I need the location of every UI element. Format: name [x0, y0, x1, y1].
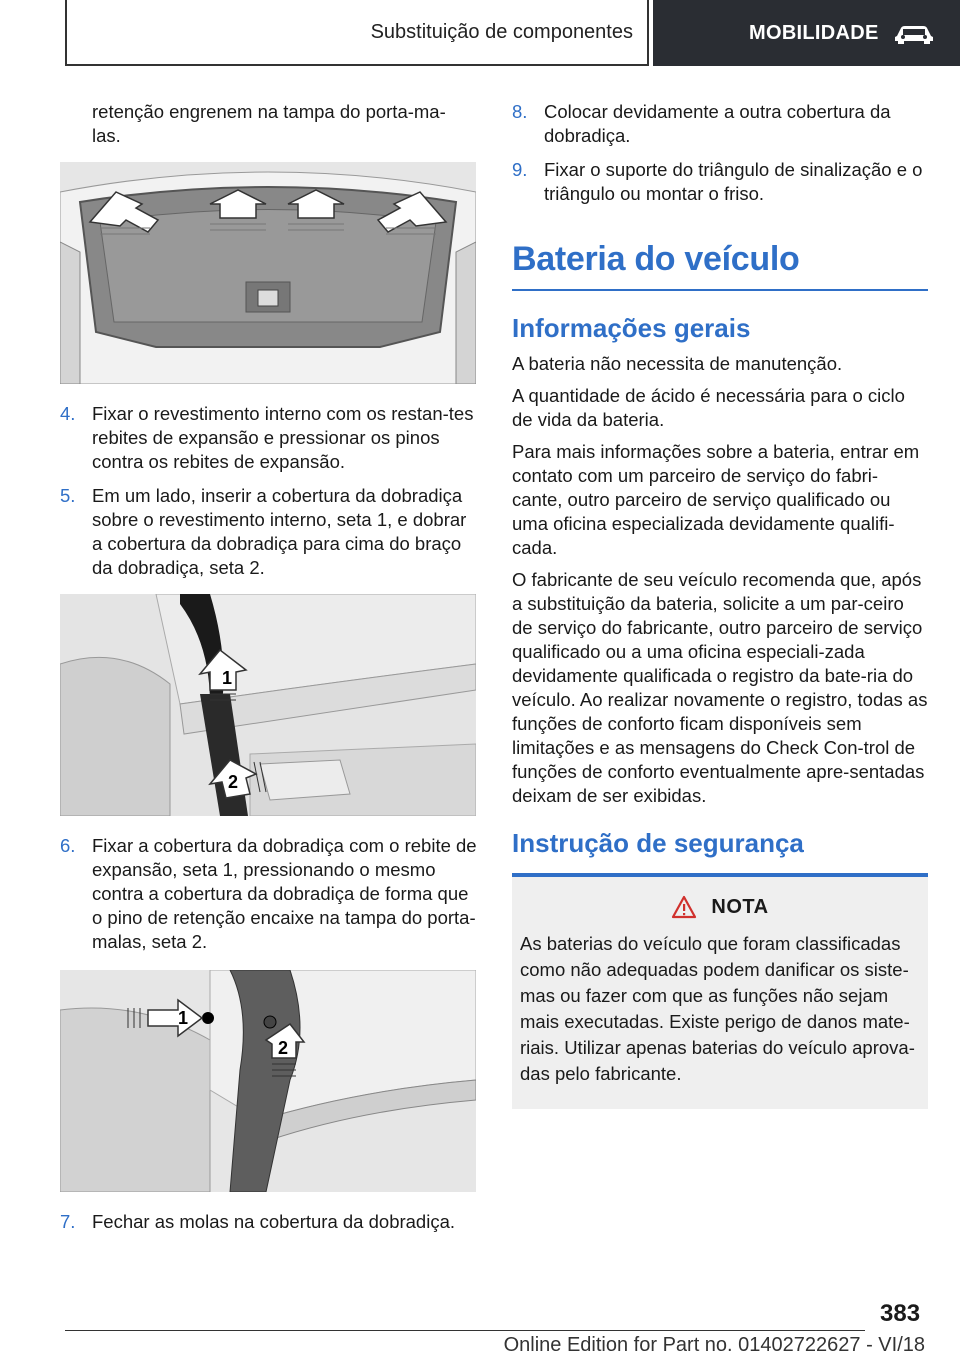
trunk-lid-illustration — [60, 162, 476, 384]
subsection-heading: Informações gerais — [512, 313, 751, 343]
figure-callout-2: 2 — [278, 1038, 289, 1058]
step-number: 8. — [512, 101, 528, 122]
hinge-cover-illustration — [60, 594, 476, 816]
subsection-heading: Instrução de segurança — [512, 828, 928, 877]
notice-header — [520, 895, 920, 919]
step-text: Fixar a cobertura da dobradiça com o rebite de expansão, seta 1, pressionando o mesmo contra a cobertura da dobradiça de forma que o pino de retenção encaixe na tampa do porta-malas, seta 2. — [92, 835, 477, 952]
step-item — [60, 402, 480, 474]
expansion-rivet-figure — [60, 970, 476, 1192]
figure-callout-1: 1 — [222, 668, 233, 688]
step-item — [60, 1210, 480, 1234]
footer-edition: Online Edition for Part no. 01402722627 - VI/18 — [503, 1334, 925, 1356]
step-number: 9. — [512, 159, 528, 180]
paragraph: Para mais informações sobre a bateria, entrar em contato com um parceiro de serviço do fabri-cante, outro parceiro de serviço qualificado ou uma oficina especializada devidamente qualifi-cada. — [512, 441, 920, 558]
warning-triangle-icon — [671, 895, 697, 919]
paragraph: O fabricante de seu veículo recomenda que, após a substituição da bateria, solicite a um par-ceiro de serviço do fabricante, outro parceiro de serviço qualificado ou a uma oficina especiali-zada devidamente qualificada o registro da bate-ria do veículo. Ao realizar novamente o registro, todas as funções de conforto ficam disponíveis sem limitações e as mensagens do Check Con-trol de funções de conforto eventualmente apre-sentadas deixam de ser exibidas. — [512, 569, 928, 806]
step-text: Fixar o revestimento interno com os restan-tes rebites de expansão e pressionar os pinos contra os rebites de expansão. — [92, 403, 474, 472]
section-heading: Bateria do veículo — [512, 240, 928, 291]
figure-callout-2: 2 — [228, 772, 239, 792]
hinge-cover-figure — [60, 594, 476, 816]
expansion-rivet-illustration — [60, 970, 476, 1192]
trunk-lid-figure — [60, 162, 476, 384]
step-text: Fixar o suporte do triângulo de sinalização e o triângulo ou montar o friso. — [544, 159, 923, 204]
step-number: 7. — [60, 1211, 76, 1232]
notice-box — [512, 877, 928, 1109]
step-number: 6. — [60, 835, 76, 856]
right-column — [512, 100, 928, 1109]
step-text: Fechar as molas na cobertura da dobradiça. — [92, 1211, 456, 1232]
step-item — [60, 484, 480, 580]
step-item — [512, 158, 928, 206]
step-item — [512, 100, 928, 148]
notice-text: As baterias do veículo que foram classificadas como não adequadas podem danificar os siste-mas ou fazer com que as funções não sejam mais executadas. Existe perigo de danos mate-riais. Utilizar apenas baterias do veículo aprova-das pelo fabricante. — [520, 933, 915, 1084]
page-header — [0, 0, 960, 66]
step-number: 5. — [60, 485, 76, 506]
step-item — [60, 834, 480, 954]
figure-callout-1: 1 — [178, 1008, 189, 1028]
paragraph: A quantidade de ácido é necessária para o ciclo de vida da bateria. — [512, 385, 905, 430]
notice-label: NOTA — [711, 895, 769, 918]
step-text: Em um lado, inserir a cobertura da dobradiça sobre o revestimento interno, seta 1, e dobrar a cobertura da dobradiça para cima do braço da dobradiça, seta 2. — [92, 485, 467, 578]
page-number: 383 — [880, 1300, 921, 1327]
chapter-label: MOBILIDADE — [749, 21, 879, 44]
step-number: 4. — [60, 403, 76, 424]
chapter-tab — [653, 0, 960, 66]
footer-divider — [65, 1330, 865, 1331]
left-column — [60, 100, 480, 1244]
step-text: Colocar devidamente a outra cobertura da dobradiça. — [544, 101, 891, 146]
section-title: Substituição de componentes — [65, 0, 649, 66]
paragraph: A bateria não necessita de manutenção. — [512, 353, 843, 374]
car-icon — [893, 22, 935, 44]
continuation-text: retenção engrenem na tampa do porta-ma- las. — [92, 101, 446, 146]
